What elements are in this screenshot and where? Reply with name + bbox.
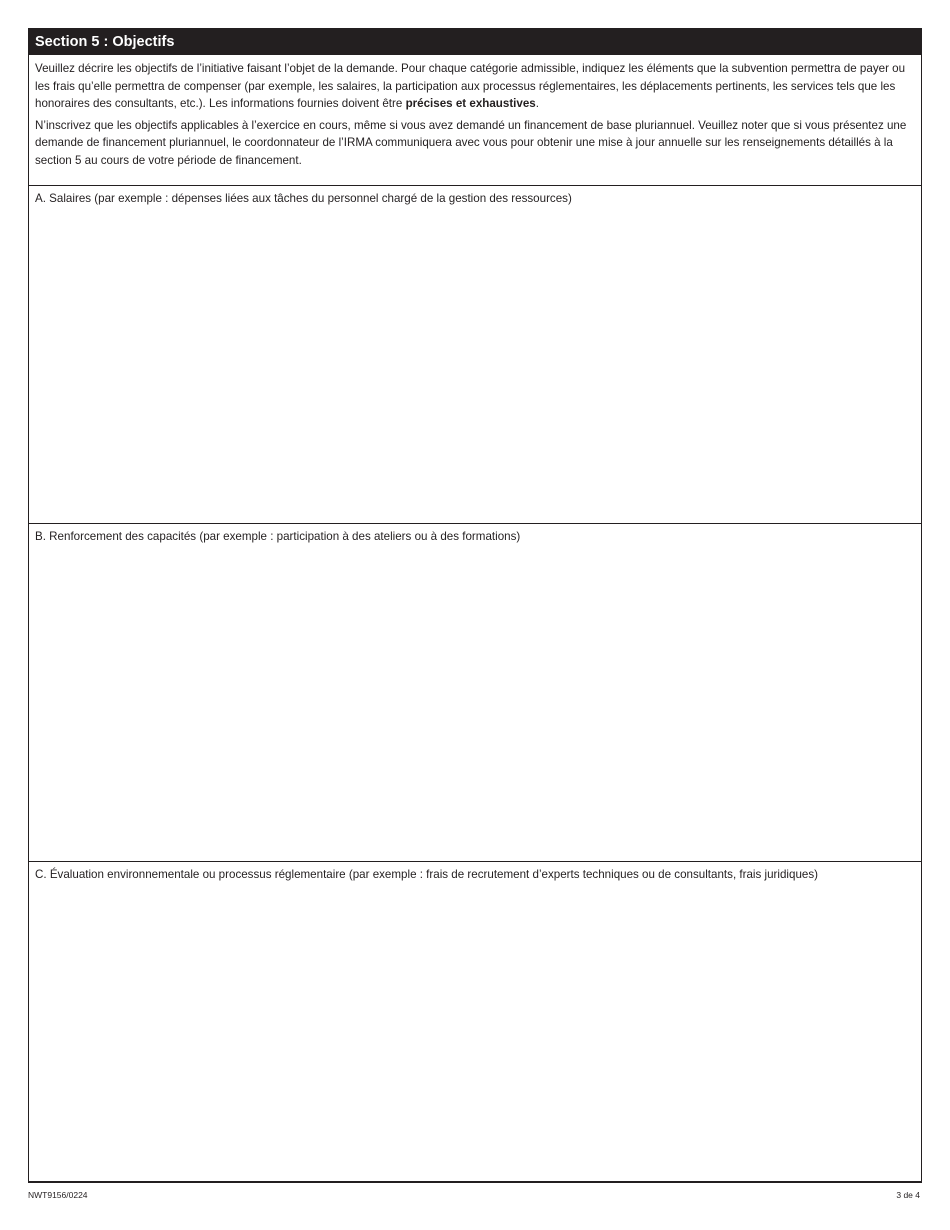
field-evaluation [29,862,921,1180]
page-number: 3 de 4 [896,1190,920,1200]
field-evaluation-label: C. Évaluation environnementale ou processus réglementaire (par exemple : frais de recrutement d’experts techniques ou de consultants, frais juridiques) [35,868,818,881]
field-salaires-label: A. Salaires (par exemple : dépenses liées aux tâches du personnel chargé de la gestion des ressources) [35,192,572,205]
field-salaires [29,186,921,524]
page-footer [28,1190,920,1200]
instructions-period: . [535,97,539,110]
instructions-paragraph-2: N’inscrivez que les objectifs applicables à l’exercice en cours, même si vous avez demandé un financement de base pluriannuel. Veuillez noter que si vous présentez une demande de financement pluriannuel, le coordonnateur de l’IRMA communiquera avec vous pour obtenir une mise à jour annuelle sur les renseignements détaillés à la section 5 au cours de votre période de financement. [35,118,907,167]
instructions-emphasis: précises et exhaustives [405,97,536,110]
objectives-form [28,28,922,1183]
form-code: NWT9156/0224 [28,1190,88,1200]
field-renforcement [29,524,921,862]
renforcement-input[interactable] [33,550,917,857]
instructions-text: Veuillez décrire les objectifs de l’initiative faisant l’objet de la demande. Pour chaque catégorie admissible, indiquez les éléments que la subvention permettra de payer ou les frais qu’elle permettra de compenser (par exemple, les salaires, la participation aux processus réglementaires, les déplacements pertinents, les services tels que les honoraires des consultants, etc.). Les informations fournies doivent être [35,62,906,110]
instructions-paragraph-1 [35,60,915,113]
section-title: Section 5 : Objectifs [29,29,921,55]
section-instructions [29,55,921,186]
salaires-input[interactable] [33,212,917,519]
evaluation-input[interactable] [33,888,917,1176]
field-renforcement-label: B. Renforcement des capacités (par exemple : participation à des ateliers ou à des formations) [35,530,521,543]
